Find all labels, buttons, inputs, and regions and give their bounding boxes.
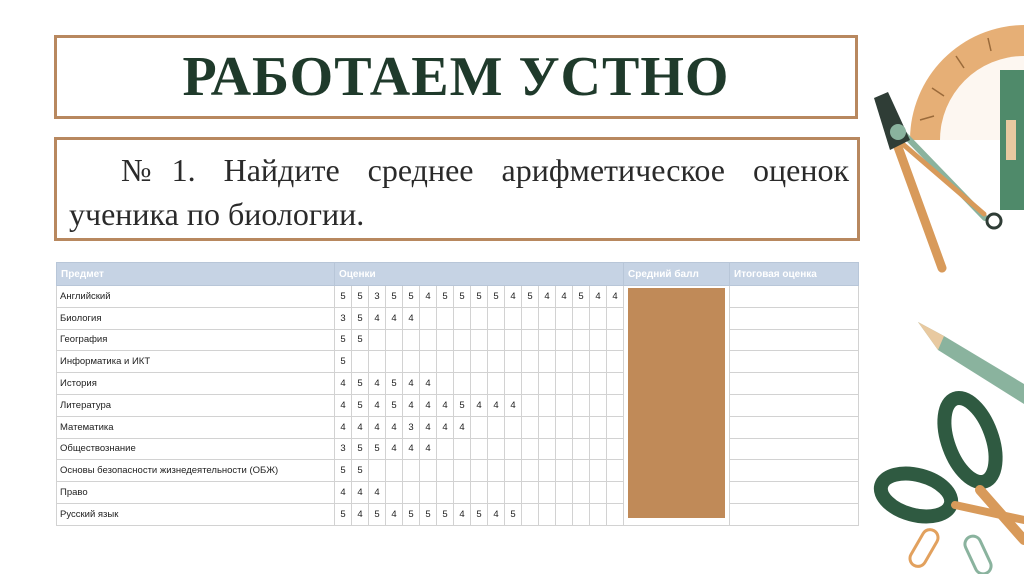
grade-cell: 4 [420, 394, 437, 416]
grade-cell [505, 307, 522, 329]
task-frame [54, 137, 860, 241]
grade-cell [471, 307, 488, 329]
header-final: Итоговая оценка [730, 263, 859, 286]
final-grade-cell [730, 460, 859, 482]
grade-cell: 4 [403, 373, 420, 395]
pencil-icon [918, 322, 1024, 404]
subject-cell: Основы безопасности жизнедеятельности (ОБЖ) [57, 460, 335, 482]
grade-cell: 5 [386, 286, 403, 308]
grade-cell [522, 351, 539, 373]
grade-cell: 5 [352, 286, 369, 308]
grade-cell [539, 438, 556, 460]
grade-cell: 4 [488, 394, 505, 416]
subject-cell: География [57, 329, 335, 351]
grade-cell [556, 438, 573, 460]
grade-cell [437, 351, 454, 373]
grade-cell [590, 351, 607, 373]
grade-cell [573, 329, 590, 351]
grade-cell: 5 [488, 286, 505, 308]
grade-cell [522, 460, 539, 482]
header-average: Средний балл [624, 263, 730, 286]
grade-cell [471, 351, 488, 373]
grade-cell [352, 351, 369, 373]
grade-cell: 4 [420, 373, 437, 395]
grade-cell [369, 351, 386, 373]
grade-cell: 5 [420, 503, 437, 525]
grade-cell [420, 482, 437, 504]
grade-cell [573, 394, 590, 416]
grade-cell [539, 351, 556, 373]
grade-cell [573, 351, 590, 373]
grade-cell [437, 482, 454, 504]
grade-cell [471, 438, 488, 460]
grade-cell: 5 [335, 351, 352, 373]
grade-cell [437, 460, 454, 482]
grade-cell: 5 [454, 286, 471, 308]
grade-cell [573, 438, 590, 460]
final-grade-cell [730, 307, 859, 329]
grade-cell [556, 329, 573, 351]
grade-cell: 4 [420, 438, 437, 460]
grade-cell [539, 460, 556, 482]
grade-cell: 5 [437, 286, 454, 308]
subject-cell: Право [57, 482, 335, 504]
grade-cell [556, 503, 573, 525]
grade-cell [539, 329, 556, 351]
grade-cell [454, 482, 471, 504]
grade-cell [522, 416, 539, 438]
subject-cell: История [57, 373, 335, 395]
average-cell [624, 286, 730, 526]
grade-cell: 4 [556, 286, 573, 308]
grade-cell [369, 460, 386, 482]
grade-cell [539, 503, 556, 525]
grade-cell [607, 503, 624, 525]
grade-cell [573, 503, 590, 525]
grade-cell [522, 482, 539, 504]
grade-cell: 4 [403, 394, 420, 416]
grade-cell [522, 307, 539, 329]
grade-cell [488, 438, 505, 460]
grade-cell: 5 [403, 503, 420, 525]
grade-cell [590, 329, 607, 351]
grade-cell [488, 351, 505, 373]
grade-cell [539, 394, 556, 416]
grade-cell [488, 373, 505, 395]
subject-cell: Обществознание [57, 438, 335, 460]
decoration-art [860, 0, 1024, 574]
grade-cell [437, 307, 454, 329]
grade-cell: 4 [454, 416, 471, 438]
table-row [57, 286, 859, 308]
grade-cell [607, 307, 624, 329]
grade-cell [573, 373, 590, 395]
grade-cell [522, 329, 539, 351]
grade-cell: 4 [369, 307, 386, 329]
grade-cell: 4 [352, 503, 369, 525]
grade-cell [607, 351, 624, 373]
grade-cell: 4 [403, 438, 420, 460]
grade-cell [420, 351, 437, 373]
grade-cell [590, 503, 607, 525]
grade-cell: 4 [386, 307, 403, 329]
grade-cell [539, 307, 556, 329]
grade-cell [522, 373, 539, 395]
grade-cell [488, 416, 505, 438]
subject-cell: Математика [57, 416, 335, 438]
grade-cell: 5 [386, 373, 403, 395]
grade-cell: 5 [454, 394, 471, 416]
title-frame [54, 35, 858, 119]
grade-cell: 4 [437, 394, 454, 416]
grade-cell: 5 [369, 438, 386, 460]
grade-cell: 4 [352, 482, 369, 504]
grade-cell [471, 373, 488, 395]
grade-cell [403, 460, 420, 482]
grade-cell [386, 482, 403, 504]
grade-cell [607, 460, 624, 482]
grade-cell [403, 351, 420, 373]
grade-cell: 4 [488, 503, 505, 525]
grade-cell: 3 [369, 286, 386, 308]
subject-cell: Информатика и ИКТ [57, 351, 335, 373]
grade-cell [556, 307, 573, 329]
grade-cell [539, 416, 556, 438]
grade-cell [454, 307, 471, 329]
task-text: №1. Найдите среднее арифметическое оценок ученика по биологии. [69, 152, 849, 232]
grade-cell [454, 329, 471, 351]
grade-cell: 5 [352, 460, 369, 482]
table-row [57, 438, 859, 460]
table-row [57, 503, 859, 525]
final-grade-cell [730, 438, 859, 460]
grade-cell: 4 [420, 416, 437, 438]
grade-cell: 3 [335, 438, 352, 460]
grade-cell: 5 [471, 286, 488, 308]
grade-cell [590, 416, 607, 438]
final-grade-cell [730, 416, 859, 438]
final-grade-cell [730, 503, 859, 525]
grade-cell [607, 438, 624, 460]
table-row [57, 329, 859, 351]
grade-cell [590, 438, 607, 460]
grade-cell: 5 [335, 329, 352, 351]
grade-cell [607, 416, 624, 438]
grade-cell: 4 [403, 307, 420, 329]
grade-cell: 4 [369, 482, 386, 504]
grade-cell: 4 [505, 394, 522, 416]
grade-cell: 5 [352, 373, 369, 395]
grade-cell: 4 [335, 373, 352, 395]
header-subject: Предмет [57, 263, 335, 286]
grade-cell: 5 [335, 286, 352, 308]
grade-cell [488, 482, 505, 504]
grade-cell [403, 329, 420, 351]
grade-cell [573, 482, 590, 504]
scissors-icon [876, 391, 1024, 540]
grade-cell [471, 329, 488, 351]
grade-cell: 4 [335, 394, 352, 416]
average-placeholder [628, 288, 725, 518]
grade-cell [556, 394, 573, 416]
grade-cell: 4 [335, 482, 352, 504]
grade-cell [437, 438, 454, 460]
grade-cell: 4 [539, 286, 556, 308]
grade-cell [488, 460, 505, 482]
grade-cell [556, 373, 573, 395]
grade-cell [539, 373, 556, 395]
grade-cell [522, 394, 539, 416]
grade-cell: 4 [335, 416, 352, 438]
grade-cell: 5 [335, 460, 352, 482]
table-header-row [57, 263, 859, 286]
grade-cell: 5 [352, 307, 369, 329]
grades-table [56, 262, 859, 526]
grade-cell [590, 460, 607, 482]
grade-cell [420, 460, 437, 482]
grade-cell [505, 438, 522, 460]
grade-cell [437, 329, 454, 351]
grade-cell [556, 460, 573, 482]
grade-cell: 5 [505, 503, 522, 525]
grade-cell: 4 [386, 503, 403, 525]
grade-cell: 5 [352, 329, 369, 351]
grade-cell [505, 482, 522, 504]
grade-cell [573, 307, 590, 329]
grade-cell [505, 373, 522, 395]
header-grades: Оценки [335, 263, 624, 286]
grade-cell [607, 394, 624, 416]
final-grade-cell [730, 329, 859, 351]
grade-cell [454, 351, 471, 373]
grade-cell [556, 416, 573, 438]
table-row [57, 416, 859, 438]
grade-cell [590, 394, 607, 416]
grade-cell [454, 438, 471, 460]
slide-title: РАБОТАЕМ УСТНО [182, 46, 730, 108]
grade-cell [369, 329, 386, 351]
grade-cell [488, 307, 505, 329]
table-row [57, 351, 859, 373]
grade-cell [420, 307, 437, 329]
paperclip-icon [907, 527, 994, 574]
grade-cell [471, 482, 488, 504]
grade-cell [607, 329, 624, 351]
grade-cell: 5 [471, 503, 488, 525]
final-grade-cell [730, 373, 859, 395]
grade-cell [607, 482, 624, 504]
grade-cell [522, 438, 539, 460]
grade-cell [437, 373, 454, 395]
final-grade-cell [730, 394, 859, 416]
grade-cell: 5 [437, 503, 454, 525]
grade-cell [556, 482, 573, 504]
final-grade-cell [730, 286, 859, 308]
grade-cell [590, 307, 607, 329]
subject-cell: Английский [57, 286, 335, 308]
grade-cell [573, 416, 590, 438]
grade-cell: 3 [335, 307, 352, 329]
grade-cell [573, 460, 590, 482]
subject-cell: Литература [57, 394, 335, 416]
grade-cell [386, 460, 403, 482]
grade-cell [471, 460, 488, 482]
grade-cell: 4 [369, 373, 386, 395]
grade-cell [386, 329, 403, 351]
grade-cell: 4 [369, 394, 386, 416]
final-grade-cell [730, 482, 859, 504]
grade-cell [420, 329, 437, 351]
grade-cell: 3 [403, 416, 420, 438]
grade-cell [454, 373, 471, 395]
table-row [57, 394, 859, 416]
grade-cell: 5 [386, 394, 403, 416]
grade-cell: 4 [505, 286, 522, 308]
grade-cell: 5 [403, 286, 420, 308]
grade-cell: 5 [352, 394, 369, 416]
grade-cell [471, 416, 488, 438]
grade-cell [556, 351, 573, 373]
grade-cell: 4 [352, 416, 369, 438]
grade-cell [488, 329, 505, 351]
grade-cell [539, 482, 556, 504]
grade-cell: 5 [369, 503, 386, 525]
grade-cell [386, 351, 403, 373]
grade-cell: 4 [607, 286, 624, 308]
grade-cell: 4 [471, 394, 488, 416]
table-row [57, 373, 859, 395]
table-row [57, 482, 859, 504]
grade-cell: 4 [369, 416, 386, 438]
grade-cell: 5 [522, 286, 539, 308]
ruler-icon [1000, 70, 1024, 210]
grade-cell: 5 [335, 503, 352, 525]
grade-cell: 4 [437, 416, 454, 438]
grade-cell: 5 [352, 438, 369, 460]
subject-cell: Русский язык [57, 503, 335, 525]
grade-cell: 4 [420, 286, 437, 308]
grade-cell [522, 503, 539, 525]
grade-cell [403, 482, 420, 504]
grade-cell [590, 482, 607, 504]
final-grade-cell [730, 351, 859, 373]
table-body [57, 286, 859, 526]
subject-cell: Биология [57, 307, 335, 329]
grade-cell: 4 [386, 438, 403, 460]
grade-cell [454, 460, 471, 482]
grade-cell [505, 460, 522, 482]
table-row [57, 307, 859, 329]
grade-cell: 4 [590, 286, 607, 308]
grade-cell [590, 373, 607, 395]
grade-cell [607, 373, 624, 395]
grade-cell: 4 [454, 503, 471, 525]
grade-cell [505, 351, 522, 373]
grade-cell: 5 [573, 286, 590, 308]
grade-cell [505, 329, 522, 351]
grade-cell [505, 416, 522, 438]
table-row [57, 460, 859, 482]
grade-cell: 4 [386, 416, 403, 438]
